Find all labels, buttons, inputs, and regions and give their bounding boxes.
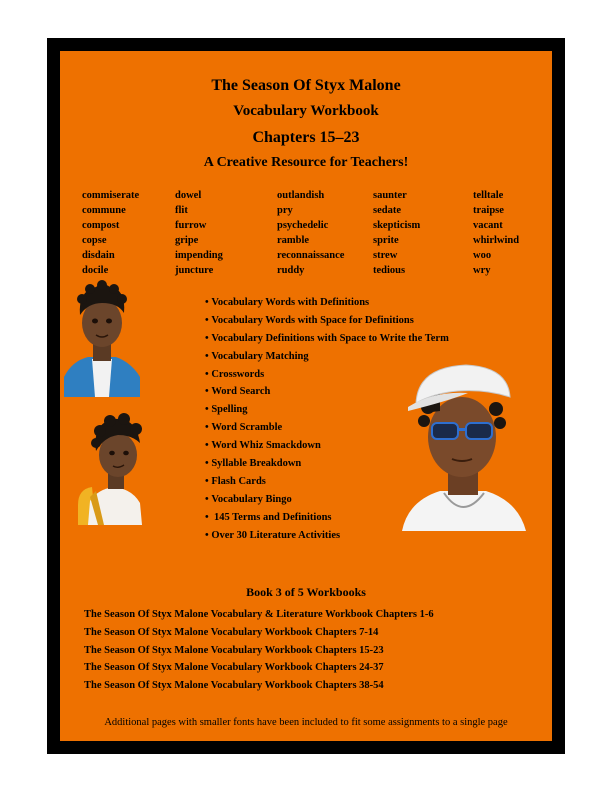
- feature-item: • Word Search: [205, 383, 449, 401]
- vocab-word: compost: [82, 220, 120, 231]
- vocab-word: disdain: [82, 250, 115, 261]
- feature-item: • Word Whiz Smackdown: [205, 437, 449, 455]
- vocab-word: traipse: [473, 205, 504, 216]
- vocab-column-3: [277, 188, 344, 278]
- vocab-column-5: [473, 188, 519, 278]
- vocab-word: outlandish: [277, 190, 325, 201]
- feature-item: • Spelling: [205, 401, 449, 419]
- feature-item: • Word Scramble: [205, 419, 449, 437]
- vocab-word: tedious: [373, 265, 406, 276]
- vocab-word: vacant: [473, 220, 503, 231]
- feature-item: • Vocabulary Bingo: [205, 491, 449, 509]
- vocab-word: wry: [473, 265, 491, 276]
- vocab-word: ramble: [277, 235, 310, 246]
- vocab-word: reconnaissance: [277, 250, 345, 261]
- feature-item: • Crosswords: [205, 366, 449, 384]
- feature-item: • Vocabulary Definitions with Space to Write the Term: [205, 330, 449, 348]
- feature-item: • Vocabulary Matching: [205, 348, 449, 366]
- vocab-word: woo: [473, 250, 492, 261]
- feature-list: [205, 294, 449, 544]
- vocab-word: pry: [277, 205, 293, 216]
- vocab-word: saunter: [373, 190, 407, 201]
- feature-item: • Vocabulary Words with Definitions: [205, 294, 449, 312]
- vocab-column-4: [373, 188, 420, 278]
- book-subtitle: Vocabulary Workbook: [233, 103, 379, 119]
- cover-panel: [60, 51, 552, 741]
- vocab-word: docile: [82, 265, 109, 276]
- vocab-word: copse: [82, 235, 107, 246]
- vocab-word: commiserate: [82, 190, 140, 201]
- vocab-word: whirlwind: [473, 235, 520, 246]
- vocab-column-1: [82, 188, 139, 278]
- vocab-word: furrow: [175, 220, 207, 231]
- series-item: The Season Of Styx Malone Vocabulary Workbook Chapters 38-54: [84, 680, 384, 692]
- vocab-word: strew: [373, 250, 398, 261]
- vocab-word: skepticism: [373, 220, 421, 231]
- vocab-word: impending: [175, 250, 223, 261]
- tagline: A Creative Resource for Teachers!: [203, 155, 409, 170]
- feature-item: • Syllable Breakdown: [205, 455, 449, 473]
- vocab-column-2: [175, 188, 223, 278]
- feature-item: • Over 30 Literature Activities: [205, 527, 449, 545]
- series-item: The Season Of Styx Malone Vocabulary Workbook Chapters 24-37: [84, 662, 384, 674]
- boy-yellow-backpack-illustration: [74, 405, 154, 525]
- series-item: The Season Of Styx Malone Vocabulary Workbook Chapters 7-14: [84, 626, 379, 638]
- vocab-word: sprite: [373, 235, 399, 246]
- vocab-word: gripe: [175, 235, 199, 246]
- vocab-word: juncture: [175, 265, 214, 276]
- book-title: The Season Of Styx Malone: [211, 77, 401, 94]
- cover-frame: [47, 38, 565, 754]
- feature-item: • Vocabulary Words with Space for Definitions: [205, 312, 449, 330]
- vocab-word: psychedelic: [277, 220, 329, 231]
- feature-item: • 145 Terms and Definitions: [205, 509, 449, 527]
- footer-note: Additional pages with smaller fonts have been included to fit some assignments to a single page: [104, 717, 508, 728]
- vocab-word: sedate: [373, 205, 401, 216]
- series-list: [84, 606, 434, 695]
- chapter-range: Chapters 15–23: [252, 129, 360, 146]
- boy-blue-hoodie-illustration: [62, 277, 142, 397]
- feature-item: • Flash Cards: [205, 473, 449, 491]
- vocab-word: ruddy: [277, 265, 305, 276]
- series-item: The Season Of Styx Malone Vocabulary & Literature Workbook Chapters 1-6: [84, 609, 434, 620]
- vocab-word: telltale: [473, 190, 504, 201]
- vocab-word: dowel: [175, 190, 202, 201]
- book-number-heading: Book 3 of 5 Workbooks: [246, 585, 366, 599]
- vocab-word: flit: [175, 205, 188, 216]
- series-item: The Season Of Styx Malone Vocabulary Workbook Chapters 15-23: [84, 644, 384, 656]
- vocab-word: commune: [82, 205, 126, 216]
